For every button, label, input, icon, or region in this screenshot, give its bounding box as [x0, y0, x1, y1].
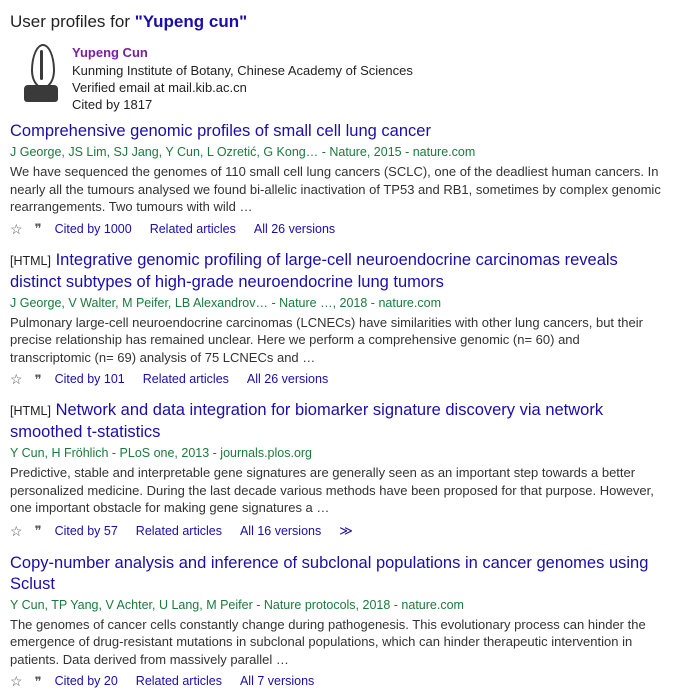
- result-title[interactable]: [10, 400, 663, 443]
- result-actions: [10, 671, 663, 688]
- result-title-link[interactable]: Comprehensive genomic profiles of small cell lung cancer: [10, 122, 431, 140]
- profile-cited-by: Cited by 1817: [72, 97, 153, 112]
- profile-card[interactable]: [10, 42, 663, 113]
- result-title[interactable]: [10, 250, 663, 293]
- profile-info: [72, 42, 413, 113]
- result-actions: [10, 520, 663, 539]
- cited-by-link[interactable]: Cited by 20: [54, 674, 118, 688]
- related-articles-link[interactable]: Related articles: [142, 372, 229, 386]
- result-item: [10, 400, 663, 539]
- result-title[interactable]: [10, 553, 663, 595]
- cite-quote-icon[interactable]: ❞: [34, 673, 41, 689]
- avatar-head-icon: [31, 44, 55, 88]
- result-title[interactable]: [10, 121, 663, 142]
- result-meta: Y Cun, H Fröhlich - PLoS one, 2013 - journals.plos.org: [10, 446, 313, 460]
- result-meta: J George, V Walter, M Peifer, LB Alexandrov… - Nature …, 2018 - nature.com: [10, 295, 441, 310]
- user-profiles-heading-prefix: User profiles for: [10, 12, 135, 31]
- save-star-icon[interactable]: ☆: [10, 522, 23, 539]
- result-snippet: Pulmonary large-cell neuroendocrine carcinomas (LCNECs) have similarities with other lung cancers, but their precise relationship has remained unclear. Here we perform a comprehensive genomic (n= 60) and transcriptomic (n= 69) analysis of 75 LCNECs and …: [10, 314, 643, 365]
- result-item: [10, 553, 663, 689]
- all-versions-link[interactable]: All 16 versions: [239, 523, 322, 538]
- result-type-tag: [HTML]: [10, 253, 51, 268]
- result-meta: J George, JS Lim, SJ Jang, Y Cun, L Ozretić, G Kong… - Nature, 2015 - nature.com: [10, 145, 476, 159]
- results-list: [0, 113, 673, 688]
- cited-by-link[interactable]: Cited by 57: [54, 523, 118, 538]
- save-star-icon[interactable]: ☆: [10, 220, 23, 237]
- related-articles-link[interactable]: Related articles: [135, 523, 222, 538]
- result-title-link[interactable]: Network and data integration for biomarker signature discovery via network smoothed t-statistics: [10, 401, 604, 441]
- cite-quote-icon[interactable]: ❞: [34, 221, 41, 236]
- result-item: [10, 250, 663, 387]
- result-snippet: We have sequenced the genomes of 110 small cell lung cancers (SCLC), one of the deadliest human cancers. In nearly all the tumours analysed we found bi-allelic inactivation of TP53 and RB1, sometimes by complex genomic rearrangements. Two tumours with wild …: [10, 164, 661, 214]
- result-snippet: Predictive, stable and interpretable gene signatures are generally seen as an important step towards a better personalized medicine. During the last decade various methods have been proposed for that purpose. However, one important obstacle for making gene signatures a …: [10, 465, 654, 515]
- all-versions-link[interactable]: All 7 versions: [239, 674, 315, 688]
- all-versions-link[interactable]: All 26 versions: [253, 221, 336, 236]
- profile-affiliation: Kunming Institute of Botany, Chinese Academy of Sciences: [72, 63, 413, 78]
- save-star-icon[interactable]: ☆: [10, 371, 23, 387]
- result-meta: Y Cun, TP Yang, V Achter, U Lang, M Peifer - Nature protocols, 2018 - nature.com: [10, 597, 464, 612]
- cited-by-link[interactable]: Cited by 101: [54, 372, 125, 386]
- result-title-link[interactable]: Copy-number analysis and inference of subclonal populations in cancer genomes using Sclust: [10, 553, 649, 593]
- user-profiles-query: "Yupeng cun": [134, 12, 248, 31]
- result-item: [10, 121, 663, 236]
- all-versions-link[interactable]: All 26 versions: [246, 372, 329, 386]
- more-actions-icon[interactable]: ≫: [339, 522, 352, 538]
- user-profiles-section: [0, 0, 673, 113]
- result-type-tag: [HTML]: [10, 404, 51, 418]
- cite-quote-icon[interactable]: ❞: [34, 523, 41, 538]
- result-actions: [10, 219, 663, 236]
- related-articles-link[interactable]: Related articles: [135, 674, 222, 688]
- profile-name-link[interactable]: Yupeng Cun: [72, 45, 148, 60]
- related-articles-link[interactable]: Related articles: [149, 221, 236, 236]
- cited-by-link[interactable]: Cited by 1000: [54, 221, 132, 236]
- result-actions: [10, 369, 663, 386]
- cite-quote-icon[interactable]: ❞: [34, 371, 41, 387]
- user-profiles-heading: [10, 12, 663, 32]
- result-title-link[interactable]: Integrative genomic profiling of large-cell neuroendocrine carcinomas reveals distinct subtypes of high-grade neuroendocrine lung tumors: [10, 250, 618, 291]
- avatar: [18, 42, 64, 106]
- avatar-body-icon: [24, 85, 58, 102]
- profile-verified-email: Verified email at mail.kib.ac.cn: [72, 80, 247, 95]
- result-snippet: The genomes of cancer cells constantly change during pathogenesis. This evolutionary process can hinder the emergence of drug-resistant mutations in subclonal populations, which can hinder therapeutic intervention in patients. Data derived from massively parallel …: [10, 616, 646, 667]
- save-star-icon[interactable]: ☆: [10, 673, 23, 689]
